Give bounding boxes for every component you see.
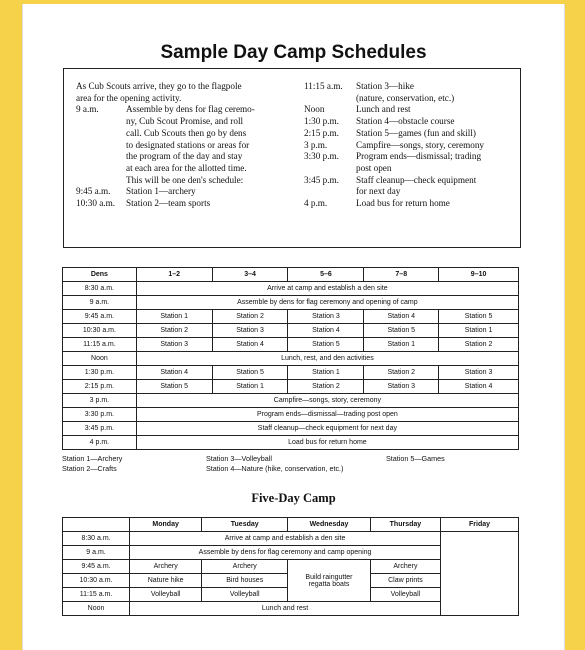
span-cell: Lunch and rest	[130, 602, 441, 616]
table-row	[63, 352, 519, 366]
den-table-header-row	[63, 268, 519, 282]
table-row	[63, 422, 519, 436]
legend-column-1	[62, 454, 122, 474]
five-day-header-row	[63, 518, 519, 532]
schedule-text: Lunch and rest	[356, 104, 411, 115]
schedule-time: 3 p.m.	[304, 139, 328, 150]
schedule-text: As Cub Scouts arrive, they go to the flagpole	[76, 81, 242, 91]
station-cell: Station 1	[288, 366, 364, 380]
table-row	[63, 380, 519, 394]
schedule-text: Station 4—obstacle course	[356, 116, 455, 127]
time-cell: 1:30 p.m.	[63, 366, 137, 380]
station-cell: Station 3	[288, 310, 364, 324]
schedule-text: Staff cleanup—check equipment	[356, 174, 477, 185]
schedule-text: Assemble by dens for flag ceremo-	[126, 104, 255, 115]
activity-cell: Volleyball	[130, 588, 202, 602]
station-cell: Station 3	[212, 324, 288, 338]
time-cell: 9:45 a.m.	[63, 310, 137, 324]
station-cell: Station 4	[439, 380, 519, 394]
span-cell: Assemble by dens for flag ceremony and camp opening	[130, 546, 441, 560]
activity-cell: Archery	[370, 560, 440, 574]
span-cell: Program ends—dismissal—trading post open	[136, 408, 518, 422]
document-page	[22, 4, 565, 650]
activity-cell: Claw prints	[370, 574, 440, 588]
legend-item: Station 2—Crafts	[62, 464, 117, 473]
schedule-text: This will be one den's schedule:	[126, 174, 244, 185]
wednesday-block-text: Build raingutter regatta boats	[305, 573, 353, 588]
schedule-time: 10:30 a.m.	[76, 198, 116, 208]
activity-cell: Volleyball	[202, 588, 288, 602]
station-cell: Station 2	[136, 324, 212, 338]
span-cell: Assemble by dens for flag ceremony and opening of camp	[136, 296, 518, 310]
station-cell: Station 4	[288, 324, 364, 338]
activity-cell: Volleyball	[370, 588, 440, 602]
station-cell: Station 4	[212, 338, 288, 352]
schedule-text: Station 1—archery	[126, 186, 196, 197]
station-cell: Station 1	[364, 338, 439, 352]
activity-cell: Nature hike	[130, 574, 202, 588]
schedule-text: Station 2—team sports	[126, 198, 211, 208]
time-cell: 10:30 a.m.	[63, 324, 137, 338]
table-header: Wednesday	[288, 518, 371, 532]
table-row	[63, 324, 519, 338]
station-cell: Station 2	[364, 366, 439, 380]
schedule-text: area for the opening activity.	[76, 92, 182, 103]
schedule-text: Station 3—hike	[356, 81, 414, 91]
table-row	[63, 296, 519, 310]
station-cell: Station 5	[212, 366, 288, 380]
schedule-time: 2:15 p.m.	[304, 127, 339, 138]
schedule-text: for next day	[356, 186, 401, 197]
schedule-text: Campfire—songs, story, ceremony	[356, 139, 485, 150]
time-cell: 8:30 a.m.	[63, 282, 137, 296]
station-cell: Station 4	[136, 366, 212, 380]
schedule-text: the program of the day and stay	[126, 151, 243, 162]
schedule-text: to designated stations or areas for	[126, 139, 250, 150]
span-cell: Load bus for return home	[136, 436, 518, 450]
table-header: Tuesday	[202, 518, 288, 532]
span-cell: Campfire—songs, story, ceremony	[136, 394, 518, 408]
span-cell: Arrive at camp and establish a den site	[130, 532, 441, 546]
schedule-text: Load bus for return home	[356, 198, 450, 208]
station-cell: Station 1	[439, 324, 519, 338]
time-cell: 3:30 p.m.	[63, 408, 137, 422]
span-cell: Lunch, rest, and den activities	[136, 352, 518, 366]
time-cell: 3 p.m.	[63, 394, 137, 408]
station-cell: Station 5	[136, 380, 212, 394]
time-cell: Noon	[63, 352, 137, 366]
table-header	[63, 518, 130, 532]
table-row	[63, 310, 519, 324]
schedule-time: 9 a.m.	[76, 104, 99, 115]
table-row	[63, 436, 519, 450]
schedule-text: call. Cub Scouts then go by dens	[126, 127, 247, 138]
schedule-time: 1:30 p.m.	[304, 116, 339, 127]
station-cell: Station 3	[136, 338, 212, 352]
schedule-text: Program ends—dismissal; trading	[356, 151, 482, 162]
table-row	[63, 282, 519, 296]
station-cell: Station 2	[212, 310, 288, 324]
legend-item: Station 5—Games	[386, 454, 445, 463]
activity-cell: Bird houses	[202, 574, 288, 588]
time-cell: 9 a.m.	[63, 546, 130, 560]
table-header: Dens	[63, 268, 137, 282]
table-header: 9–10	[439, 268, 519, 282]
friday-cell	[441, 532, 519, 616]
table-header: Monday	[130, 518, 202, 532]
legend-column-3	[386, 454, 445, 464]
activity-cell: Archery	[202, 560, 288, 574]
den-table-body	[63, 282, 519, 450]
five-day-table	[62, 517, 519, 616]
wednesday-block-cell	[288, 560, 371, 602]
legend-item: Station 3—Volleyball	[206, 454, 272, 463]
station-cell: Station 2	[439, 338, 519, 352]
schedule-text: ny, Cub Scout Promise, and roll	[126, 116, 244, 127]
table-row	[63, 366, 519, 380]
table-row	[63, 532, 519, 546]
page-title: Sample Day Camp Schedules	[160, 42, 427, 63]
table-header: Thursday	[370, 518, 440, 532]
station-cell: Station 4	[364, 310, 439, 324]
table-header: Friday	[441, 518, 519, 532]
activity-cell: Archery	[130, 560, 202, 574]
schedule-time: 3:30 p.m.	[304, 151, 339, 162]
time-cell: Noon	[63, 602, 130, 616]
station-cell: Station 5	[439, 310, 519, 324]
schedule-time: 11:15 a.m.	[304, 81, 343, 91]
station-cell: Station 5	[288, 338, 364, 352]
legend-item: Station 4—Nature (hike, conservation, etc.)	[206, 464, 344, 473]
legend-column-2	[206, 454, 343, 474]
span-cell: Staff cleanup—check equipment for next day	[136, 422, 518, 436]
station-cell: Station 3	[439, 366, 519, 380]
table-header: 5–6	[288, 268, 364, 282]
station-cell: Station 1	[136, 310, 212, 324]
table-header: 3–4	[212, 268, 288, 282]
schedule-time: 3:45 p.m.	[304, 174, 339, 185]
schedule-text: (nature, conservation, etc.)	[356, 92, 455, 103]
table-row	[63, 338, 519, 352]
time-cell: 10:30 a.m.	[63, 574, 130, 588]
den-rotation-table	[62, 267, 519, 450]
five-day-title: Five-Day Camp	[251, 491, 336, 505]
time-cell: 11:15 a.m.	[63, 588, 130, 602]
sample-schedule-box	[63, 68, 521, 248]
time-cell: 9:45 a.m.	[63, 560, 130, 574]
table-header: 7–8	[364, 268, 439, 282]
time-cell: 4 p.m.	[63, 436, 137, 450]
station-cell: Station 3	[364, 380, 439, 394]
schedule-time: 4 p.m.	[304, 198, 328, 208]
legend-item: Station 1—Archery	[62, 454, 123, 463]
time-cell: 2:15 p.m.	[63, 380, 137, 394]
schedule-text: Station 5—games (fun and skill)	[356, 127, 476, 138]
station-cell: Station 5	[364, 324, 439, 338]
span-cell: Arrive at camp and establish a den site	[136, 282, 518, 296]
schedule-time: Noon	[304, 104, 325, 115]
schedule-text: post open	[356, 162, 392, 173]
schedule-time: 9:45 a.m.	[76, 186, 111, 197]
station-cell: Station 2	[288, 380, 364, 394]
time-cell: 9 a.m.	[63, 296, 137, 310]
time-cell: 11:15 a.m.	[63, 338, 137, 352]
table-row	[63, 408, 519, 422]
station-cell: Station 1	[212, 380, 288, 394]
time-cell: 3:45 p.m.	[63, 422, 137, 436]
time-cell: 8:30 a.m.	[63, 532, 130, 546]
schedule-text: at each area for the allotted time.	[126, 162, 247, 173]
table-header: 1–2	[136, 268, 212, 282]
table-row	[63, 394, 519, 408]
